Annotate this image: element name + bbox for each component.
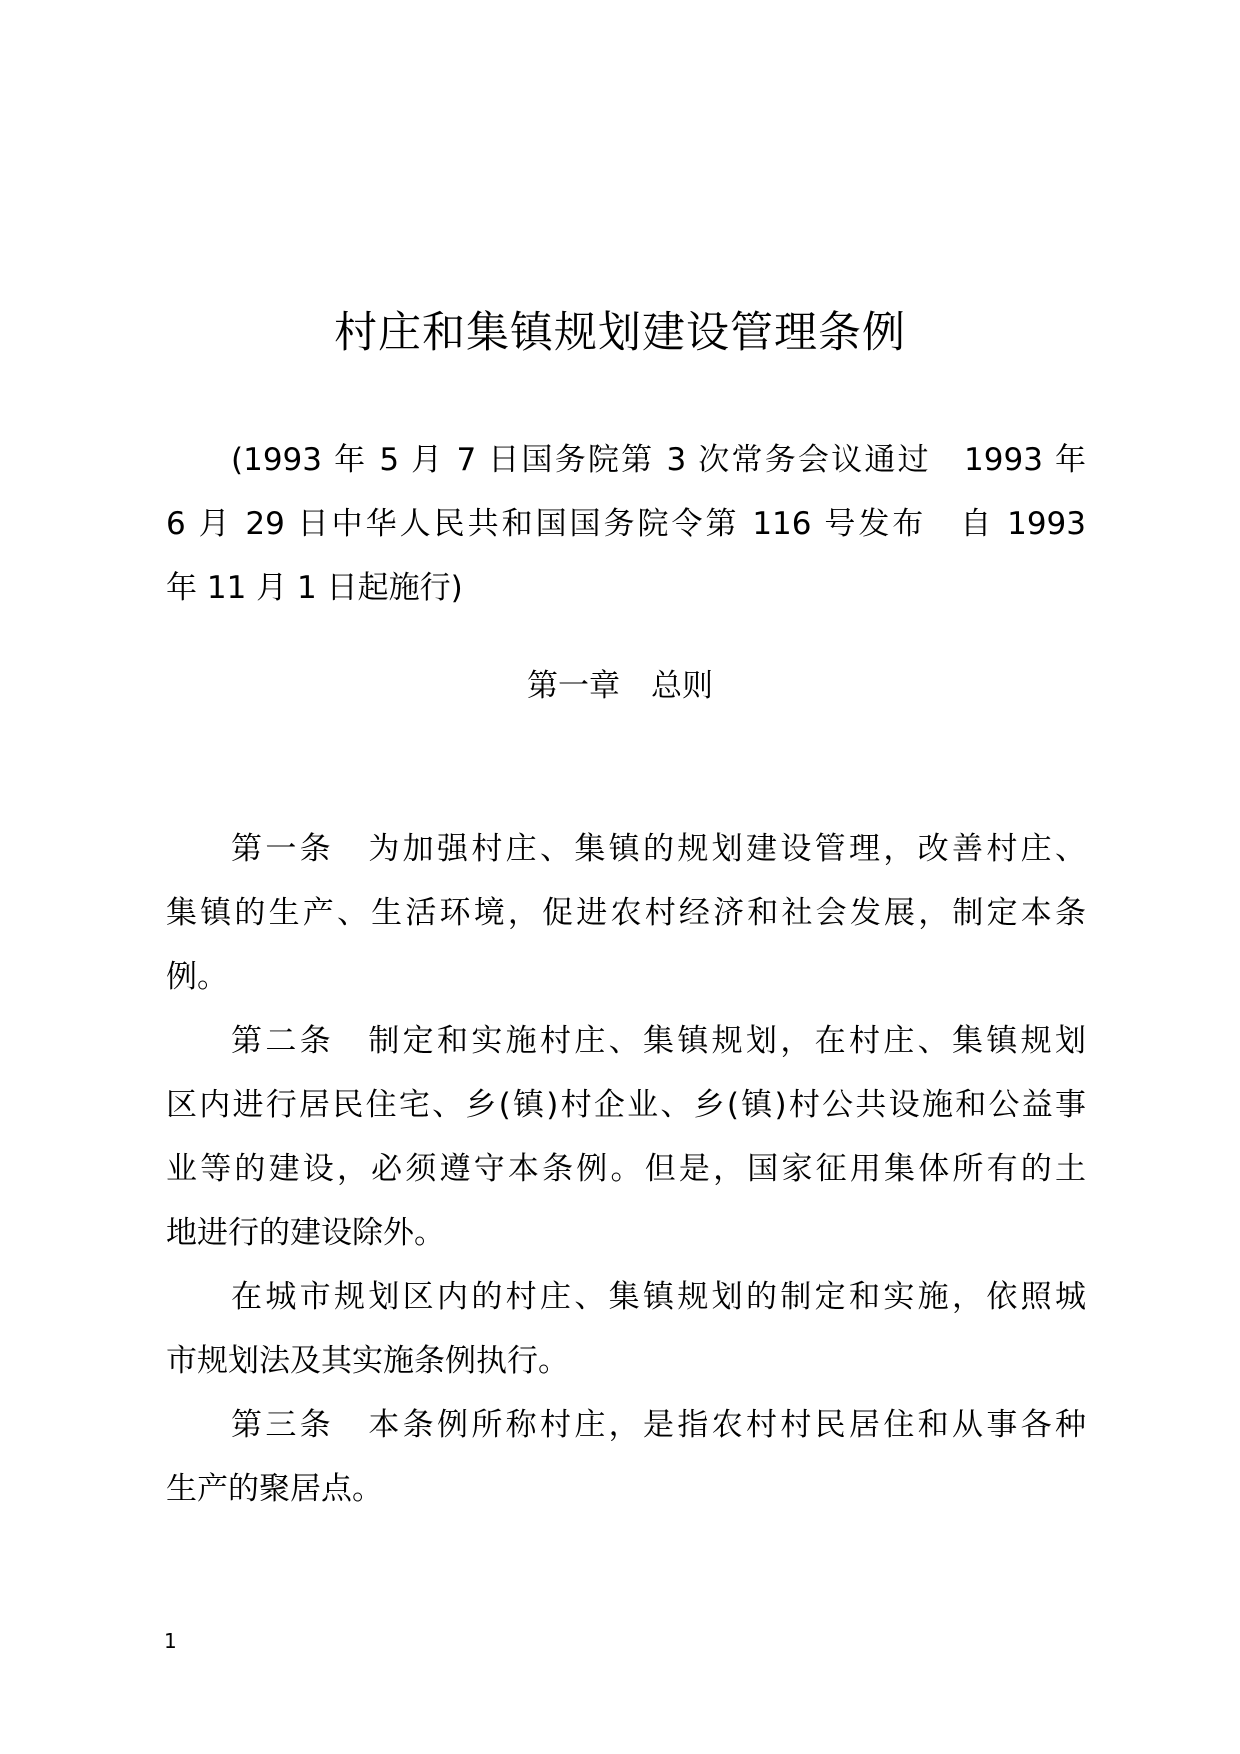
article-2-para-2-line-2: 市规划法及其实施条例执行。: [166, 1343, 569, 1379]
article-1-line-1: 第一条 为加强村庄、集镇的规划建设管理，改善村庄、: [231, 831, 1086, 867]
chapter-heading: 第一章 总则: [527, 668, 713, 704]
article-1-line-2: 集镇的生产、生活环境，促进农村经济和社会发展，制定本条: [166, 895, 1086, 931]
preamble-line-3: 年 11 月 1 日起施行): [166, 570, 463, 606]
preamble-line-2: 6 月 29 日中华人民共和国国务院令第 116 号发布 自 1993: [166, 506, 1086, 542]
article-2-line-4: 地进行的建设除外。: [166, 1215, 445, 1251]
article-2-para-2-line-1: 在城市规划区内的村庄、集镇规划的制定和实施，依照城: [231, 1279, 1086, 1315]
article-1-line-3: 例。: [166, 959, 228, 995]
preamble-line-1: (1993 年 5 月 7 日国务院第 3 次常务会议通过 1993 年: [231, 442, 1086, 478]
article-2-line-1: 第二条 制定和实施村庄、集镇规划，在村庄、集镇规划: [231, 1023, 1086, 1059]
document-title: 村庄和集镇规划建设管理条例: [334, 308, 906, 358]
article-2-line-3: 业等的建设，必须遵守本条例。但是，国家征用集体所有的土: [166, 1151, 1086, 1187]
article-3-line-1: 第三条 本条例所称村庄，是指农村村民居住和从事各种: [231, 1407, 1086, 1443]
page-number: 1: [164, 1629, 177, 1653]
article-2-line-2: 区内进行居民住宅、乡(镇)村企业、乡(镇)村公共设施和公益事: [166, 1087, 1086, 1123]
article-3-line-2: 生产的聚居点。: [166, 1471, 383, 1507]
